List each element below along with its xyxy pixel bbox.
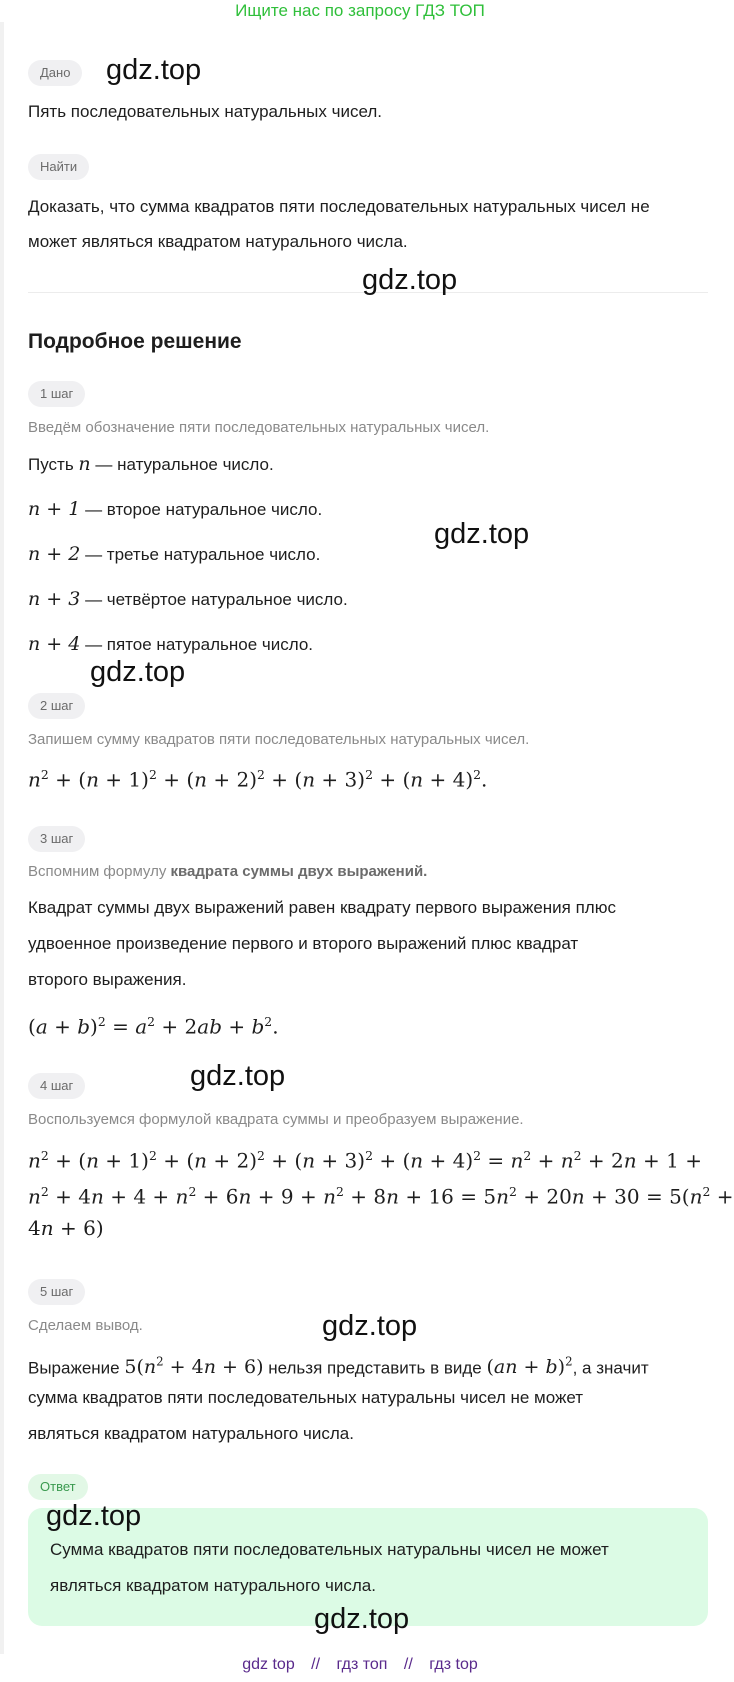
- step-5-line-1: Выражение $5(n^2 + 4n + 6)$ нельзя представить в виде (an + b)$^2$, а значит: [28, 1355, 649, 1379]
- given-text: Пять последовательных натуральных чисел.: [28, 102, 382, 121]
- footer: [0, 1656, 720, 1674]
- step-1-line-3-math: n + 2: [28, 543, 81, 565]
- step-4-label: 4 шаг: [28, 1073, 85, 1099]
- footer-link-gdz-top-ru[interactable]: гдз топ: [336, 1656, 388, 1673]
- step-3-line-3: второго выражения.: [28, 970, 187, 989]
- step-5-line-1-suffix: , а значит: [572, 1358, 649, 1378]
- step-1-line-2-math: n + 1: [28, 498, 81, 520]
- step-1-line-4-suffix: — четвёртое натуральное число.: [85, 590, 348, 609]
- step-5-label: 5 шаг: [28, 1279, 85, 1305]
- step-4-formula-line-3: 4n + 6): [28, 1216, 104, 1240]
- watermark: gdz.top: [434, 518, 530, 550]
- step-1-label: 1 шаг: [28, 381, 85, 407]
- answer-line-2: являться квадратом натурального числа.: [50, 1576, 376, 1595]
- watermark: gdz.top: [362, 264, 458, 296]
- step-3-label: 3 шаг: [28, 826, 85, 852]
- watermark: gdz.top: [106, 54, 202, 86]
- step-1-line-1: [28, 452, 274, 477]
- step-3-formula: $(a + b)^2 = a^2 + 2ab + b^2$.: [28, 1014, 279, 1039]
- step-1-line-1-math: n: [78, 453, 91, 475]
- step-4-formula-line-2: $n^2 + 4n + 4 + n^2 + 6n + 9 + n^2 + 8n + 16 = 5n^2 + 20n + 30 = 5(n^2$ +: [28, 1184, 734, 1209]
- given-label: Дано: [28, 60, 82, 86]
- top-banner: Ищите нас по запросу ГДЗ ТОП: [235, 1, 485, 20]
- find-line-1: Доказать, что сумма квадратов пяти последовательных натуральных чисел не: [28, 197, 650, 216]
- step-1-line-3-suffix: — третье натуральное число.: [85, 545, 321, 564]
- footer-link-gdz-top[interactable]: gdz top: [242, 1656, 295, 1673]
- step-1-line-2-suffix: — второе натуральное число.: [85, 500, 323, 519]
- watermark: gdz.top: [314, 1603, 410, 1635]
- step-4-formula-line-1: $n^2 + (n + 1)^2 + (n + 2)^2 + (n + 3)^2 + (n + 4)^2 = n^2 + n^2 + 2n + 1$ +: [28, 1148, 702, 1173]
- step-2-hint: Запишем сумму квадратов пяти последовательных натуральных чисел.: [28, 731, 530, 748]
- watermark: gdz.top: [46, 1500, 142, 1532]
- watermark: gdz.top: [322, 1310, 418, 1342]
- step-5-line-1-mid: нельзя представить в виде: [268, 1358, 482, 1378]
- step-3-hint-bold: квадрата суммы двух выражений.: [170, 863, 428, 880]
- step-3-hint-prefix: Вспомним формулу: [28, 863, 167, 880]
- step-1-line-4: [28, 587, 348, 612]
- step-2-formula: $n^2 + (n + 1)^2 + (n + 2)^2 + (n + 3)^2 + (n + 4)^2$.: [28, 767, 488, 792]
- find-label: Найти: [28, 154, 89, 180]
- solution-title: Подробное решение: [28, 330, 242, 353]
- step-5-line-1-prefix: Выражение: [28, 1358, 120, 1378]
- step-1-line-4-math: n + 3: [28, 588, 81, 610]
- watermark: gdz.top: [190, 1060, 286, 1092]
- step-5-line-2: сумма квадратов пяти последовательных натуральны чисел не может: [28, 1388, 584, 1407]
- step-4-hint: Воспользуемся формулой квадрата суммы и преобразуем выражение.: [28, 1111, 524, 1128]
- find-line-2: может являться квадратом натурального числа.: [28, 232, 408, 251]
- answer-line-1: Сумма квадратов пяти последовательных натуральны чисел не может: [50, 1540, 609, 1559]
- step-5-line-3: являться квадратом натурального числа.: [28, 1424, 354, 1443]
- footer-separator: //: [311, 1656, 321, 1673]
- step-1-line-3: [28, 542, 320, 567]
- footer-separator: //: [403, 1656, 413, 1673]
- step-3-line-1: Квадрат суммы двух выражений равен квадрату первого выражения плюс: [28, 898, 616, 917]
- left-rule: [0, 22, 4, 1654]
- step-1-hint: Введём обозначение пяти последовательных натуральных чисел.: [28, 419, 490, 436]
- answer-label: Ответ: [28, 1474, 88, 1500]
- step-3-line-2: удвоенное произведение первого и второго выражений плюс квадрат: [28, 934, 579, 953]
- step-1-line-5: [28, 632, 313, 657]
- watermark: gdz.top: [90, 656, 186, 688]
- step-1-line-1-suffix: — натуральное число.: [95, 455, 274, 474]
- step-1-line-5-math: n + 4: [28, 633, 81, 655]
- step-1-line-2: [28, 497, 322, 522]
- step-2-label: 2 шаг: [28, 693, 85, 719]
- step-1-line-5-suffix: — пятое натуральное число.: [85, 635, 314, 654]
- footer-link-gdz-top-mixed[interactable]: гдз top: [429, 1656, 478, 1673]
- step-1-line-1-prefix: Пусть: [28, 455, 74, 474]
- step-3-hint: [28, 862, 427, 882]
- step-5-hint: Сделаем вывод.: [28, 1317, 143, 1334]
